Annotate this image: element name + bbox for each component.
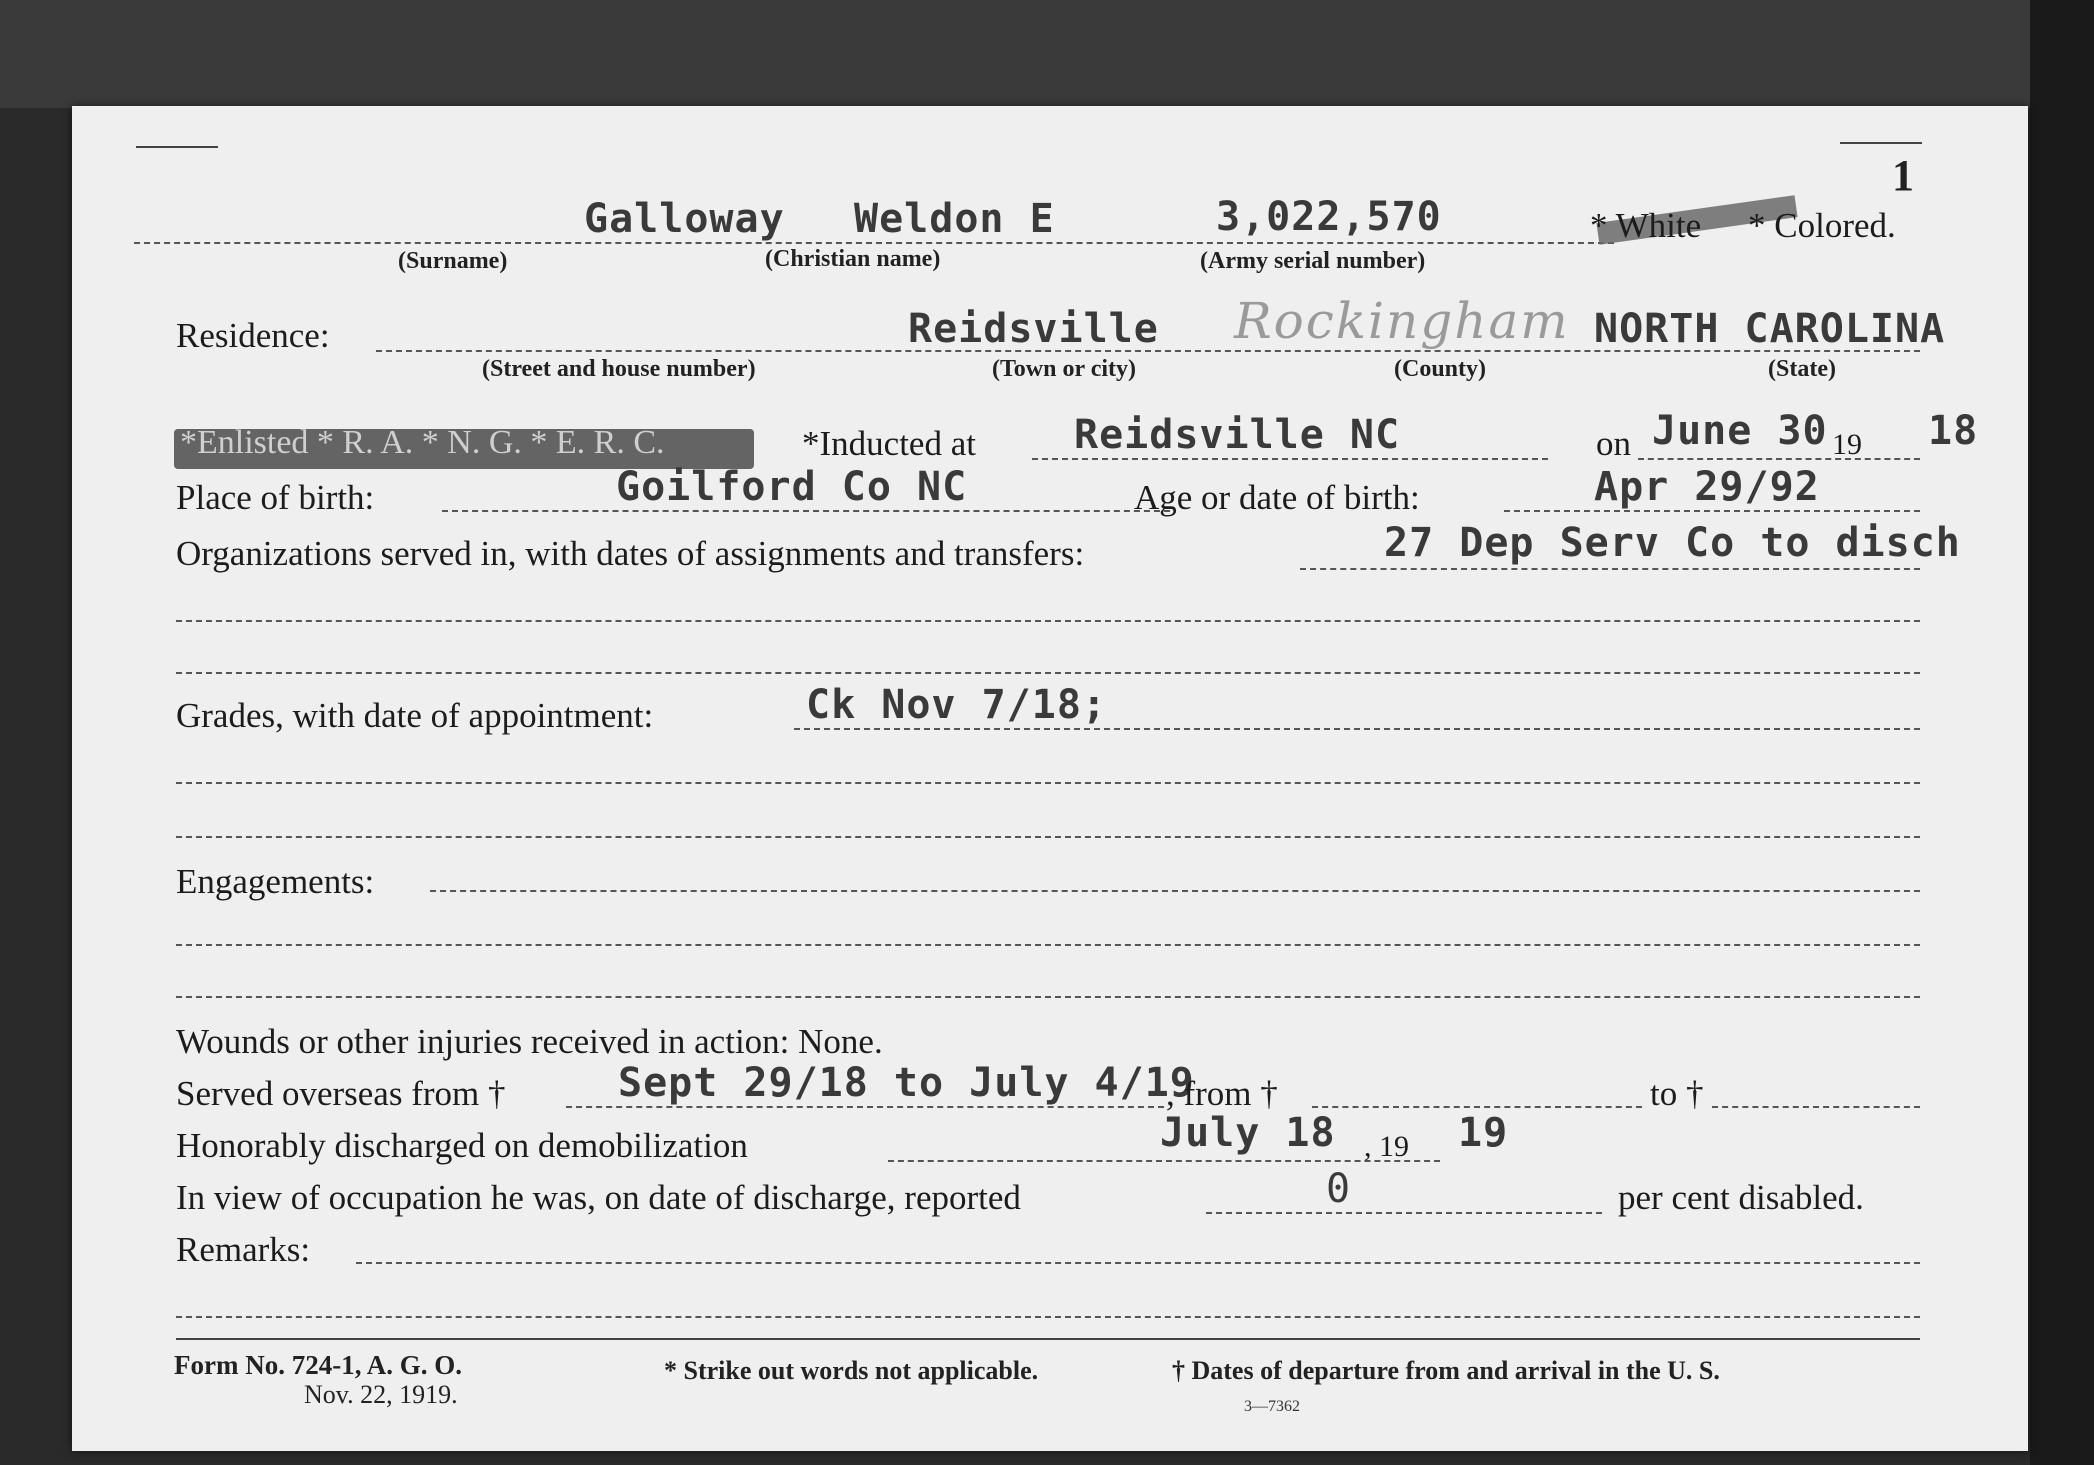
town-caption: (Town or city) — [992, 356, 1136, 382]
birth-place-value: Goilford Co NC — [616, 464, 968, 510]
form-number: Form No. 724-1, A. G. O. — [174, 1350, 462, 1380]
inducted-place-underline — [1032, 458, 1548, 460]
remarks-line-2 — [176, 1316, 1920, 1318]
town-value: Reidsville — [908, 306, 1159, 352]
serial-number-caption: (Army serial number) — [1200, 248, 1426, 274]
strike-note: * Strike out words not applicable. — [664, 1356, 1039, 1385]
christian-name-caption: (Christian name) — [765, 246, 941, 272]
overseas-underline — [566, 1106, 1164, 1108]
enlistment-options: *Enlisted * R. A. * N. G. * E. R. C. — [180, 424, 665, 461]
overseas-to-label: to † — [1650, 1074, 1704, 1113]
card-number: 1 — [1892, 151, 1914, 200]
disability-suffix: per cent disabled. — [1618, 1178, 1864, 1217]
surname-caption: (Surname) — [398, 248, 508, 274]
engagements-label: Engagements: — [176, 862, 375, 901]
inducted-on-label: on — [1596, 424, 1631, 463]
remarks-label: Remarks: — [176, 1230, 311, 1269]
footer-rule — [176, 1338, 1920, 1340]
grades-underline — [794, 728, 1920, 730]
name-underline — [134, 242, 1614, 244]
inducted-at-label: *Inducted at — [802, 424, 976, 463]
white-option: * White — [1590, 206, 1702, 245]
street-caption: (Street and house number) — [482, 356, 756, 382]
disability-underline — [1206, 1212, 1602, 1214]
disability-label: In view of occupation he was, on date of discharge, reported — [176, 1178, 1021, 1217]
christian-name-value: Weldon E — [854, 196, 1055, 242]
colored-option: * Colored. — [1748, 206, 1896, 245]
organizations-line-2 — [176, 620, 1920, 622]
inducted-place-value: Reidsville NC — [1074, 412, 1401, 458]
discharge-date-value: July 18 — [1160, 1110, 1336, 1156]
organizations-value: 27 Dep Serv Co to disch — [1384, 520, 1961, 566]
grades-value: Ck Nov 7/18; — [806, 682, 1107, 728]
birth-place-label: Place of birth: — [176, 478, 375, 517]
scan-background-right — [2030, 0, 2094, 1465]
wounds-label: Wounds or other injuries received in action: None. — [176, 1022, 883, 1061]
state-value: NORTH CAROLINA — [1594, 306, 1946, 352]
print-code: 3—7362 — [1244, 1398, 1300, 1415]
remarks-underline — [356, 1262, 1920, 1264]
overseas-value: Sept 29/18 to July 4/19 — [618, 1060, 1195, 1106]
inducted-year-value: 18 — [1928, 408, 1979, 454]
inducted-date-underline — [1638, 458, 1920, 460]
discharge-year-value: 19 — [1458, 1110, 1509, 1156]
dates-note: † Dates of departure from and arrival in the U. S. — [1172, 1356, 1720, 1385]
grades-line-3 — [176, 836, 1920, 838]
inducted-date-value: June 30 — [1652, 408, 1828, 454]
organizations-underline — [1300, 568, 1920, 570]
surname-value: Galloway — [584, 196, 785, 242]
overseas-from-underline — [1312, 1106, 1642, 1108]
engagements-underline — [430, 890, 1920, 892]
birth-date-label: Age or date of birth: — [1134, 478, 1420, 517]
discharge-year-prefix: , 19 — [1364, 1130, 1409, 1163]
overseas-from-label: , from † — [1166, 1074, 1278, 1113]
overseas-label: Served overseas from † — [176, 1074, 506, 1113]
engagements-line-2 — [176, 944, 1920, 946]
scan-background-top — [0, 0, 2094, 108]
grades-line-2 — [176, 782, 1920, 784]
organizations-label: Organizations served in, with dates of assignments and transfers: — [176, 534, 1085, 573]
discharge-label: Honorably discharged on demobilization — [176, 1126, 748, 1165]
organizations-line-3 — [176, 672, 1920, 674]
engagements-line-3 — [176, 996, 1920, 998]
discharge-underline — [888, 1160, 1440, 1162]
form-date: Nov. 22, 1919. — [304, 1380, 458, 1409]
county-caption: (County) — [1394, 356, 1487, 382]
serial-number-value: 3,022,570 — [1216, 194, 1442, 240]
top-right-rule — [1840, 142, 1922, 144]
inducted-year-prefix: 19 — [1832, 428, 1862, 461]
birth-date-value: Apr 29/92 — [1594, 464, 1820, 510]
birth-date-underline — [1504, 510, 1920, 512]
disability-value: 0 — [1326, 1166, 1352, 1212]
birth-place-underline — [442, 510, 1170, 512]
grades-label: Grades, with date of appointment: — [176, 696, 654, 735]
service-record-card — [72, 106, 2028, 1451]
overseas-to-underline — [1712, 1106, 1920, 1108]
residence-label: Residence: — [176, 316, 330, 355]
top-left-rule — [136, 146, 218, 148]
county-value: Rockingham — [1234, 292, 1570, 350]
state-caption: (State) — [1768, 356, 1836, 382]
